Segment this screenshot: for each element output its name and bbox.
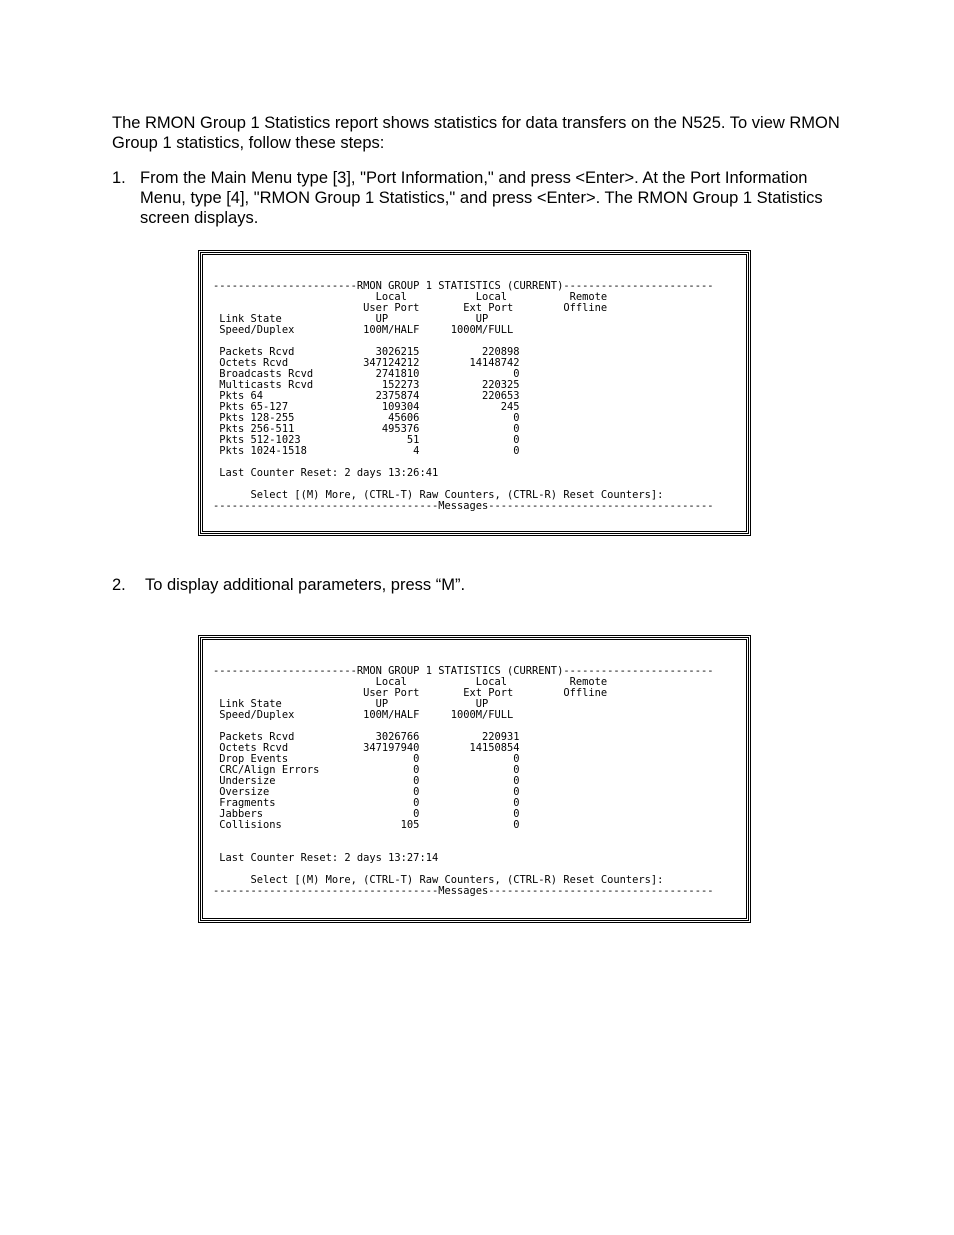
terminal-line: Speed/Duplex 100M/HALF 1000M/FULL	[213, 324, 514, 336]
terminal-line: User Port Ext Port Offline	[213, 687, 608, 699]
terminal-line: Collisions 105 0	[213, 819, 520, 831]
step-text: To display additional parameters, press “M”.	[145, 576, 466, 594]
terminal-line: Local Local Remote	[213, 291, 608, 303]
terminal-line: Fragments 0 0	[213, 797, 520, 809]
terminal-line: Oversize 0 0	[213, 786, 520, 798]
terminal-line: -----------------------RMON GROUP 1 STATISTICS (CURRENT)------------------------	[213, 665, 714, 677]
terminal-line: Link State UP UP	[213, 698, 489, 710]
terminal-text	[213, 281, 713, 512]
terminal-line: Undersize 0 0	[213, 775, 520, 787]
terminal-line: Packets Rcvd 3026215 220898	[213, 346, 520, 358]
terminal-line: Drop Events 0 0	[213, 753, 520, 765]
terminal-line: CRC/Align Errors 0 0	[213, 764, 520, 776]
terminal-line: ------------------------------------Messages------------------------------------	[213, 885, 714, 897]
terminal-line: Pkts 512-1023 51 0	[213, 434, 520, 446]
terminal-line: Octets Rcvd 347124212 14148742	[213, 357, 520, 369]
terminal-text	[213, 666, 713, 897]
terminal-line: Link State UP UP	[213, 313, 489, 325]
terminal-line: User Port Ext Port Offline	[213, 302, 608, 314]
terminal-line: ------------------------------------Messages------------------------------------	[213, 500, 714, 512]
terminal-line: Jabbers 0 0	[213, 808, 520, 820]
terminal-line: Packets Rcvd 3026766 220931	[213, 731, 520, 743]
terminal-line: Last Counter Reset: 2 days 13:27:14	[213, 852, 439, 864]
terminal-line: Local Local Remote	[213, 676, 608, 688]
terminal-line: Pkts 64 2375874 220653	[213, 390, 520, 402]
terminal-line: Pkts 256-511 495376 0	[213, 423, 520, 435]
intro-paragraph: The RMON Group 1 Statistics report shows statistics for data transfers on the N525. To view RMON Group 1 statistics, follow these steps:	[112, 114, 840, 152]
terminal-line: Last Counter Reset: 2 days 13:26:41	[213, 467, 439, 479]
step-text: From the Main Menu type [3], "Port Information," and press <Enter>. At the Port Information Menu, type [4], "RMON Group 1 Statistics," and press <Enter>. The RMON Group 1 Statistics screen displays.	[140, 169, 823, 227]
step-number: 2.	[112, 576, 126, 594]
terminal-screen-rmon-page-2	[198, 635, 751, 923]
terminal-line: Pkts 128-255 45606 0	[213, 412, 520, 424]
step-number: 1.	[112, 169, 126, 187]
terminal-line: Pkts 65-127 109304 245	[213, 401, 520, 413]
terminal-line: Speed/Duplex 100M/HALF 1000M/FULL	[213, 709, 514, 721]
terminal-line: Broadcasts Rcvd 2741810 0	[213, 368, 520, 380]
terminal-line: Select [(M) More, (CTRL-T) Raw Counters, (CTRL-R) Reset Counters]:	[213, 874, 664, 886]
terminal-line: Multicasts Rcvd 152273 220325	[213, 379, 520, 391]
terminal-line: Pkts 1024-1518 4 0	[213, 445, 520, 457]
terminal-line: -----------------------RMON GROUP 1 STATISTICS (CURRENT)------------------------	[213, 280, 714, 292]
terminal-screen-rmon-page-1	[198, 250, 751, 536]
terminal-line: Select [(M) More, (CTRL-T) Raw Counters, (CTRL-R) Reset Counters]:	[213, 489, 664, 501]
terminal-line: Octets Rcvd 347197940 14150854	[213, 742, 520, 754]
